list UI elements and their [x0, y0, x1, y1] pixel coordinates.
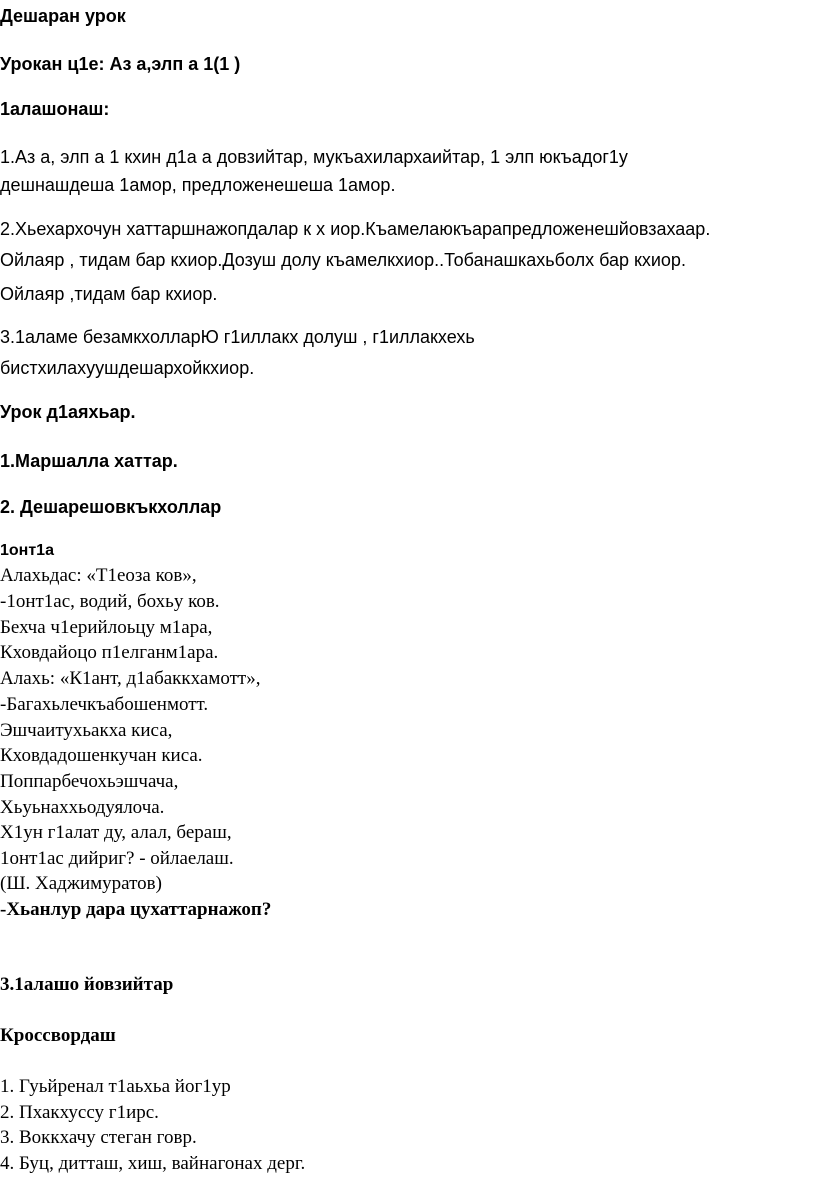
poem-line: Х1ун г1алат ду, алал, бераш, — [0, 822, 232, 843]
lesson-topic: Урокан ц1е: Аз а,элп а 1(1 ) — [0, 54, 241, 74]
lesson-progress-heading: Урок д1аяхьар. — [0, 402, 136, 422]
goal-item-1-line-2: дешнашдеша 1амор, предложенешеша 1амор. — [0, 175, 396, 195]
crossword-item: 1. Гуьйренал т1аьхьа йог1ур — [0, 1076, 231, 1097]
poem-line: Бехча ч1ерийлоьцу м1ара, — [0, 617, 213, 638]
goal-item-3-line-1: 3.1аламе безамкхолларЮ г1иллакх долуш , г1иллакхехь — [0, 327, 475, 347]
crossword-item: 2. Пхакхуссу г1ирс. — [0, 1102, 159, 1123]
poem-line: Поппарбечохьэшчача, — [0, 771, 179, 792]
step-2-motivation: 2. Дешарешовкъкхоллар — [0, 497, 222, 517]
goals-heading: 1алашонаш: — [0, 99, 110, 119]
poem-line: Кховдайоцо п1елганм1ара. — [0, 642, 219, 663]
poem-line: Алахьдас: «Т1еоза ков», — [0, 565, 197, 586]
poem-author: (Ш. Хаджимуратов) — [0, 873, 162, 894]
crossword-item: 4. Буц, дитташ, хиш, вайнагонах дерг. — [0, 1153, 306, 1174]
goal-item-1-line-1: 1.Аз а, элп а 1 кхин д1а а довзийтар, мукъахилархаийтар, 1 элп юкъадог1у — [0, 147, 628, 167]
document-title: Дешаран урок — [0, 6, 126, 26]
crossword-item: 3. Воккхачу стеган говр. — [0, 1127, 197, 1148]
goal-item-2-line-2: Ойлаяр , тидам бар кхиор.Дозуш долу къамелкхиор..Тобанашкахьболх бар кхиор. — [0, 250, 686, 270]
poem-line: -1онт1ас, водий, бохьу ков. — [0, 591, 220, 612]
crossword-heading: Кроссвордаш — [0, 1025, 116, 1046]
step-3-heading: 3.1алашо йовзийтар — [0, 974, 174, 995]
goal-item-3-line-2: бистхилахуушдешархойкхиор. — [0, 358, 255, 378]
step-1-greeting: 1.Маршалла хаттар. — [0, 451, 178, 471]
poem-line: Эшчаитухьакха киса, — [0, 720, 173, 741]
poem-question: -Хьанлур дара цухаттарнажоп? — [0, 899, 272, 920]
poem-line: -Багахьлечкъабошенмотт. — [0, 694, 209, 715]
poem-line: Алахь: «К1ант, д1абаккхамотт», — [0, 668, 261, 689]
poem-line: 1онт1ас дийриг? - ойлаелаш. — [0, 848, 234, 869]
poem-line: Хьуьнаххьодуялоча. — [0, 797, 165, 818]
poem-title: 1онт1а — [0, 542, 54, 559]
poem-line: Кховдадошенкучан киса. — [0, 745, 203, 766]
goal-item-2-line-1: 2.Хьехархочун хаттаршнажопдалар к х иор.Къамелаюкъарапредложенешйовзахаар. — [0, 219, 711, 239]
goal-item-2-line-3: Ойлаяр ,тидам бар кхиор. — [0, 284, 218, 304]
